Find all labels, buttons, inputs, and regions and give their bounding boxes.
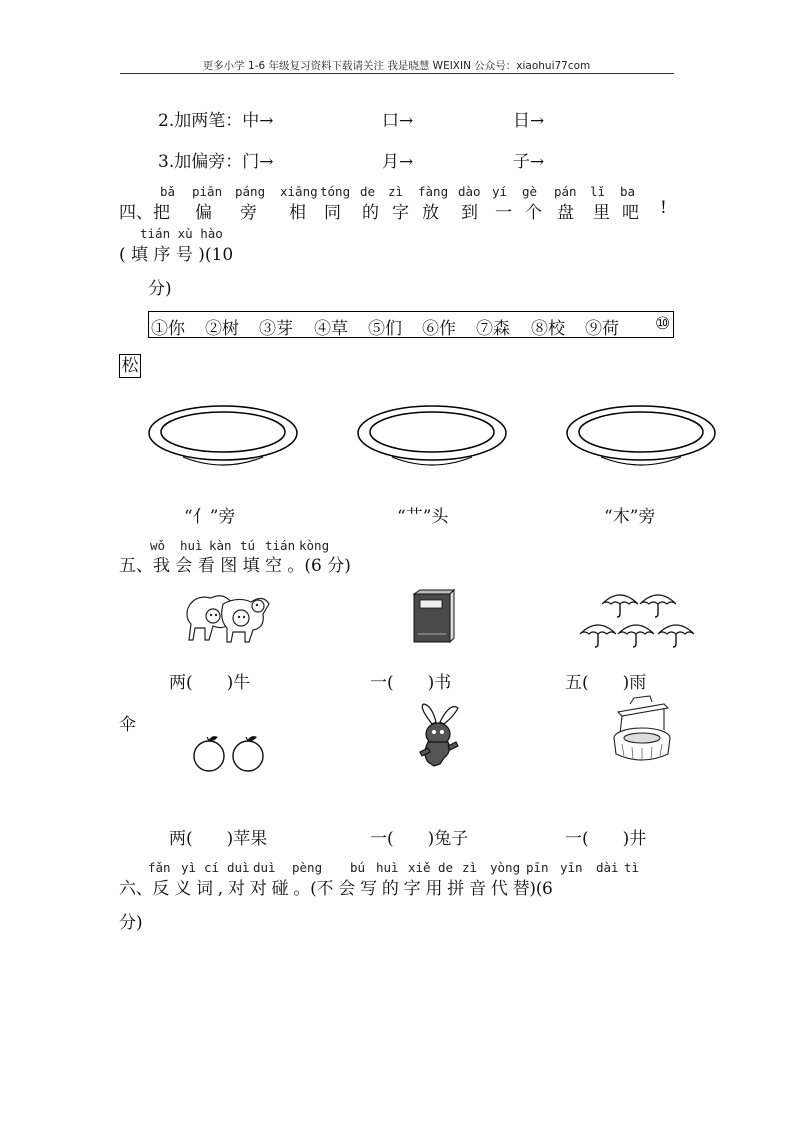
choice-item: ⑥作 bbox=[422, 319, 456, 339]
pinyin-syllable: ba bbox=[620, 184, 636, 199]
title-char: 盘 bbox=[557, 203, 574, 223]
pinyin-syllable: fàng bbox=[418, 184, 449, 199]
section6-title: 六、反 义 词 , 对 对 碰 。(不 会 写 的 字 用 拼 音 代 替)(6 bbox=[119, 879, 553, 899]
title-char: 相 bbox=[289, 203, 306, 223]
pinyin-syllable: yòng bbox=[490, 860, 521, 875]
pinyin-syllable: piān bbox=[192, 184, 223, 199]
bowl-label-ren: “亻”旁 bbox=[184, 507, 236, 527]
q2-label: 2.加两笔：中→ bbox=[158, 111, 274, 131]
pinyin-syllable: lǐ bbox=[590, 184, 606, 199]
pinyin-syllable: pèng bbox=[292, 860, 323, 875]
pinyin-syllable: kòng bbox=[299, 538, 330, 553]
title-char: 放 bbox=[422, 203, 439, 223]
pinyin-syllable: xiāng bbox=[280, 184, 318, 199]
pinyin-syllable: de bbox=[360, 184, 376, 199]
blank-apples[interactable]: 两( )苹果 bbox=[169, 829, 268, 849]
choice-item: ④草 bbox=[314, 319, 348, 339]
section4-title-line3: 分) bbox=[148, 279, 172, 299]
title-char: 的 bbox=[362, 203, 379, 223]
pinyin-syllable: yì bbox=[181, 860, 197, 875]
pinyin-syllable: pán bbox=[554, 184, 577, 199]
pinyin-syllable: zì bbox=[388, 184, 404, 199]
character-choice-box bbox=[148, 311, 674, 338]
choice-item-overflow: 松 bbox=[119, 354, 141, 378]
pinyin-syllable: tú bbox=[240, 538, 256, 553]
blank-rabbit[interactable]: 一( )兔子 bbox=[370, 829, 469, 849]
blank-umbrellas[interactable]: 五( )雨 bbox=[565, 673, 647, 693]
section5-title: 五、我 会 看 图 填 空 。(6 分) bbox=[119, 556, 351, 576]
choice-item: ③芽 bbox=[259, 319, 293, 339]
pinyin-syllable: huì bbox=[376, 860, 399, 875]
title-char: 个 bbox=[525, 203, 542, 223]
title-char: 一 bbox=[495, 203, 512, 223]
q3-label: 3.加偏旁：门→ bbox=[158, 152, 274, 172]
header-divider bbox=[120, 73, 674, 74]
well-icon bbox=[608, 694, 674, 766]
pinyin-syllable: pīn bbox=[526, 860, 549, 875]
title-char: 同 bbox=[324, 203, 341, 223]
pinyin-syllable: cí bbox=[204, 860, 220, 875]
q3-item-b: 月→ bbox=[382, 152, 414, 172]
pinyin-syllable: wǒ bbox=[150, 538, 166, 553]
pinyin-syllable: bǎ bbox=[160, 184, 176, 199]
bowl-icon bbox=[148, 405, 298, 475]
section6-title-line2: 分) bbox=[119, 913, 143, 933]
bowl-label-cao: “艹”头 bbox=[397, 507, 449, 527]
pinyin-syllable: de bbox=[438, 860, 454, 875]
choice-item: ⑨荷 bbox=[585, 319, 619, 339]
blank-book[interactable]: 一( )书 bbox=[370, 673, 452, 693]
pinyin-syllable: tián bbox=[265, 538, 296, 553]
q3-item-c: 子→ bbox=[513, 152, 545, 172]
q2-item-b: 口→ bbox=[382, 111, 414, 131]
pinyin-syllable: bú bbox=[350, 860, 366, 875]
bowl-label-mu: “木”旁 bbox=[604, 507, 656, 527]
choice-item: ⑦森 bbox=[476, 319, 510, 339]
section4-pinyin-line2: tián xù hào bbox=[140, 226, 223, 241]
choice-item: ⑩ bbox=[655, 314, 671, 334]
pinyin-syllable: dài bbox=[596, 860, 619, 875]
book-icon bbox=[410, 588, 456, 644]
choice-item: ②树 bbox=[205, 319, 239, 339]
pinyin-syllable: fǎn bbox=[148, 860, 171, 875]
title-char: 到 bbox=[461, 203, 478, 223]
pinyin-syllable: páng bbox=[235, 184, 266, 199]
bowl-icon bbox=[357, 405, 507, 475]
title-char: 旁 bbox=[240, 203, 257, 223]
section4-title-line2: ( 填 序 号 )(10 bbox=[119, 245, 234, 265]
cows-icon bbox=[183, 588, 273, 646]
pinyin-syllable: tóng bbox=[320, 184, 351, 199]
pinyin-syllable: xiě bbox=[408, 860, 431, 875]
title-char: 四、把 bbox=[119, 203, 170, 223]
title-char: 吧 bbox=[622, 203, 639, 223]
title-char: 偏 bbox=[195, 203, 212, 223]
q2-item-c: 日→ bbox=[513, 111, 545, 131]
title-char: ! bbox=[660, 198, 667, 218]
pinyin-syllable: duì bbox=[253, 860, 276, 875]
rabbit-icon bbox=[412, 702, 464, 770]
choice-item: ⑤们 bbox=[368, 319, 402, 339]
pinyin-syllable: kàn bbox=[209, 538, 232, 553]
page-header: 更多小学 1-6 年级复习资料下载请关注 我是晓慧 WEIXIN 公众号：xiaohui77com bbox=[202, 60, 591, 72]
pinyin-syllable: zì bbox=[462, 860, 478, 875]
bowl-icon bbox=[566, 405, 716, 475]
pinyin-syllable: huì bbox=[180, 538, 203, 553]
pinyin-syllable: duì bbox=[227, 860, 250, 875]
apples-icon bbox=[192, 734, 268, 774]
pinyin-syllable: yīn bbox=[560, 860, 583, 875]
pinyin-syllable: yí bbox=[492, 184, 508, 199]
blank-umbrellas-wrap: 伞 bbox=[119, 715, 136, 735]
pinyin-syllable: gè bbox=[522, 184, 538, 199]
umbrellas-icon bbox=[578, 586, 698, 648]
pinyin-syllable: tì bbox=[624, 860, 640, 875]
choice-item: ⑧校 bbox=[531, 319, 565, 339]
blank-cows[interactable]: 两( )牛 bbox=[169, 673, 251, 693]
title-char: 里 bbox=[593, 203, 610, 223]
choice-item: ①你 bbox=[151, 319, 185, 339]
pinyin-syllable: dào bbox=[458, 184, 481, 199]
title-char: 字 bbox=[392, 203, 409, 223]
blank-well[interactable]: 一( )井 bbox=[565, 829, 647, 849]
